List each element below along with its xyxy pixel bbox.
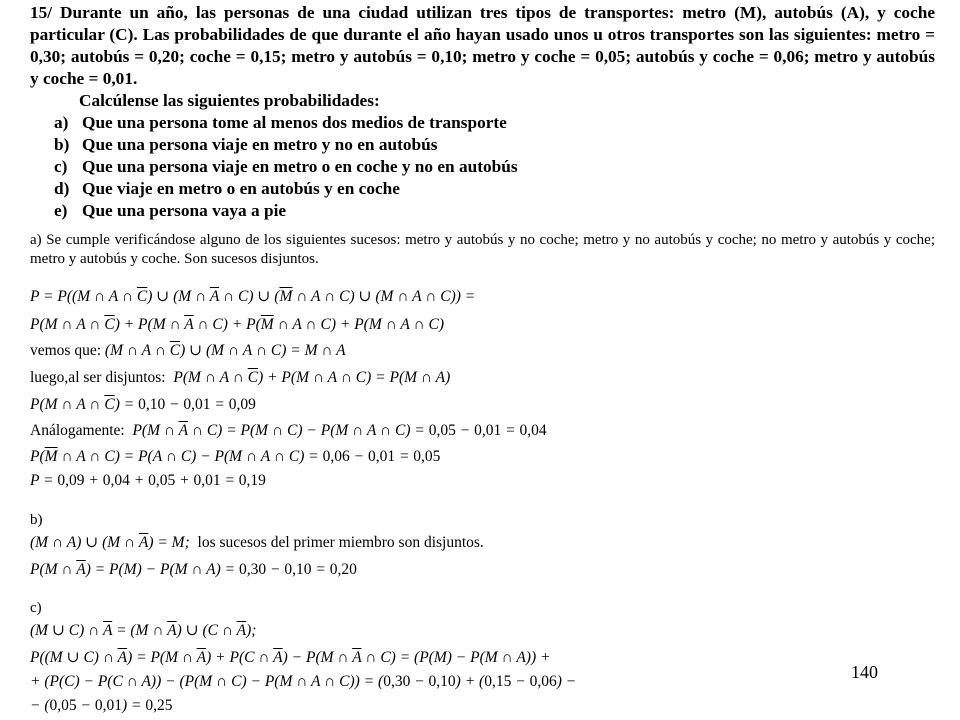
equation-a1: P = P((M ∩ A ∩ $\overline{C}$) ∪ (M ∩ $\overline{A}$ ∩ C) ∪ ($\overline{M}$ ∩ A ∩ C) ∪ (M ∩ A ∩ C)) = [30,288,476,305]
value: 0,01 [193,472,221,489]
problem-item [30,156,935,178]
value: 0,09 [228,396,256,413]
solution-b-label: b) [30,512,43,528]
vemos-label: vemos que: [30,342,102,359]
problem-items [30,112,935,222]
value: 0,04 [519,422,547,439]
value: 0,05 [148,472,176,489]
value: 0,01 [183,396,211,413]
problem-statement: 15/ Durante un año, las personas de una ciudad utilizan tres tipos de transportes: metro (M), autobús (A), y coche particular (C). Las probabilidades de que durante el año hayan usado unos u otros transportes son las siguientes: metro = 0,30; autobús = 0,20; coche = 0,15; metro y autobús = 0,10; metro y coche = 0,05; autobús y coche = 0,06; metro y autobús y coche = 0,01. [30,3,935,88]
value: 0,01 [474,422,502,439]
item-text: Que una persona viaje en metro o en coche y no en autobús [82,157,518,176]
solution-a-intro: a) Se cumple verificándose alguno de los siguientes sucesos: metro y autobús y no coche; metro y no autobús y coche; no metro y autobús y coche; metro y autobús y coche. Son sucesos disjuntos. [30,232,935,267]
problem-block [30,2,935,222]
analog-label: Análogamente: [30,422,125,439]
value: 0,05 [413,448,441,465]
equation-a5: P(M ∩ A ∩ $\overline{C}) = 0,10 - 0,01 = 0,09$ [30,396,256,413]
value: 0,20 [329,561,357,578]
value: 0,06 [529,673,557,690]
value: 0,01 [367,448,396,465]
value: 0,05 [49,697,77,714]
equation-a6: Análogamente: P(M ∩ $\overline{A}$ ∩ C) = P(M ∩ C) − P(M ∩ A ∩ C) = 0,05 − 0,01 = 0,04 [30,422,547,439]
value: 0,25 [145,697,173,714]
equation-c2: P((M ∪ C) ∩ $\overline{A}) = P(M$ ∩ $\overline{A}) + P(C$ ∩ $\overline{A}) - P(M$ ∩ $\overline{A}$ ∩ C) = (P(M) − P(M ∩ A)) + [30,649,551,666]
equation-a2: P(M ∩ A ∩ $\overline{C}) + P(M$ ∩ $\overline{A}$ ∩ $C) + P(\overline{M}$ ∩ A ∩ C) + P(M ∩ A ∩ C) [30,316,445,333]
value: 0,30 [239,561,267,578]
equation-b2: P(M ∩ $\overline{A}) = P(M) - P(M$ ∩ A) = 0,30 − 0,10 = 0,20 [30,561,357,578]
value: 0,09 [57,472,85,489]
item-label: d) [54,179,70,198]
equation-a3: vemos que: (M ∩ A ∩ $\overline{C}$) ∪ (M ∩ A ∩ C) = M ∩ A [30,342,346,359]
problem-item [30,112,935,134]
value: 0,10 [284,561,312,578]
value: 0,15 [484,673,512,690]
item-label: b) [54,135,70,154]
value: 0,10 [138,396,166,413]
item-text: Que viaje en metro o en autobús y en coche [82,179,400,198]
value: 0,19 [238,472,266,489]
solution-b-text: los sucesos del primer miembro son disjuntos. [197,534,484,551]
value: 0,06 [322,448,350,465]
item-label: e) [54,201,68,220]
equation-a7: $P(\overline{M}$ ∩ A ∩ C) = P(A ∩ C) − P(M ∩ A ∩ C) = 0,06 − 0,01 = 0,05 [30,448,441,465]
problem-instruction: Calcúlense las siguientes probabilidades: [79,91,380,110]
value: 0,10 [428,673,456,690]
problem-item [30,200,935,222]
equation-c3: + (P(C) − P(C ∩ A)) − (P(M ∩ C) − P(M ∩ A ∩ C)) = (0,30 − 0,10) + (0,15 − 0,06) − [30,673,577,690]
value: 0,30 [383,673,411,690]
item-label: a) [54,113,69,132]
value: 0,05 [428,422,456,439]
item-text: Que una persona tome al menos dos medios de transporte [82,113,507,132]
value: 0,01 [94,697,122,714]
equation-c4: − (0,05 − 0,01) = 0,25 [30,697,173,714]
equation-a8: P = 0,09 + 0,04 + 0,05 + 0,01 = 0,19 [30,472,266,489]
item-text: Que una persona viaje en metro y no en autobús [82,135,438,154]
value: 0,04 [102,472,130,489]
problem-item [30,134,935,156]
equation-b1: (M ∩ A) ∪ (M ∩ $\overline{A}) = M$; los sucesos del primer miembro son disjuntos. [30,534,484,551]
page-number: 140 [851,662,878,682]
equation-a4: luego,al ser disjuntos: P(M ∩ A ∩ $\overline{C}) + P(M$ ∩ A ∩ C) = P(M ∩ A) [30,369,451,386]
solution-c-label: c) [30,600,42,616]
luego-label: luego,al ser disjuntos: [30,369,166,386]
item-label: c) [54,157,68,176]
item-text: Que una persona vaya a pie [82,201,287,220]
problem-item [30,178,935,200]
equation-c1: (M ∪ C) ∩ $\overline{A} = (M$ ∩ $\overline{A}$) ∪ (C ∩ $\overline{A}$); [30,622,257,639]
